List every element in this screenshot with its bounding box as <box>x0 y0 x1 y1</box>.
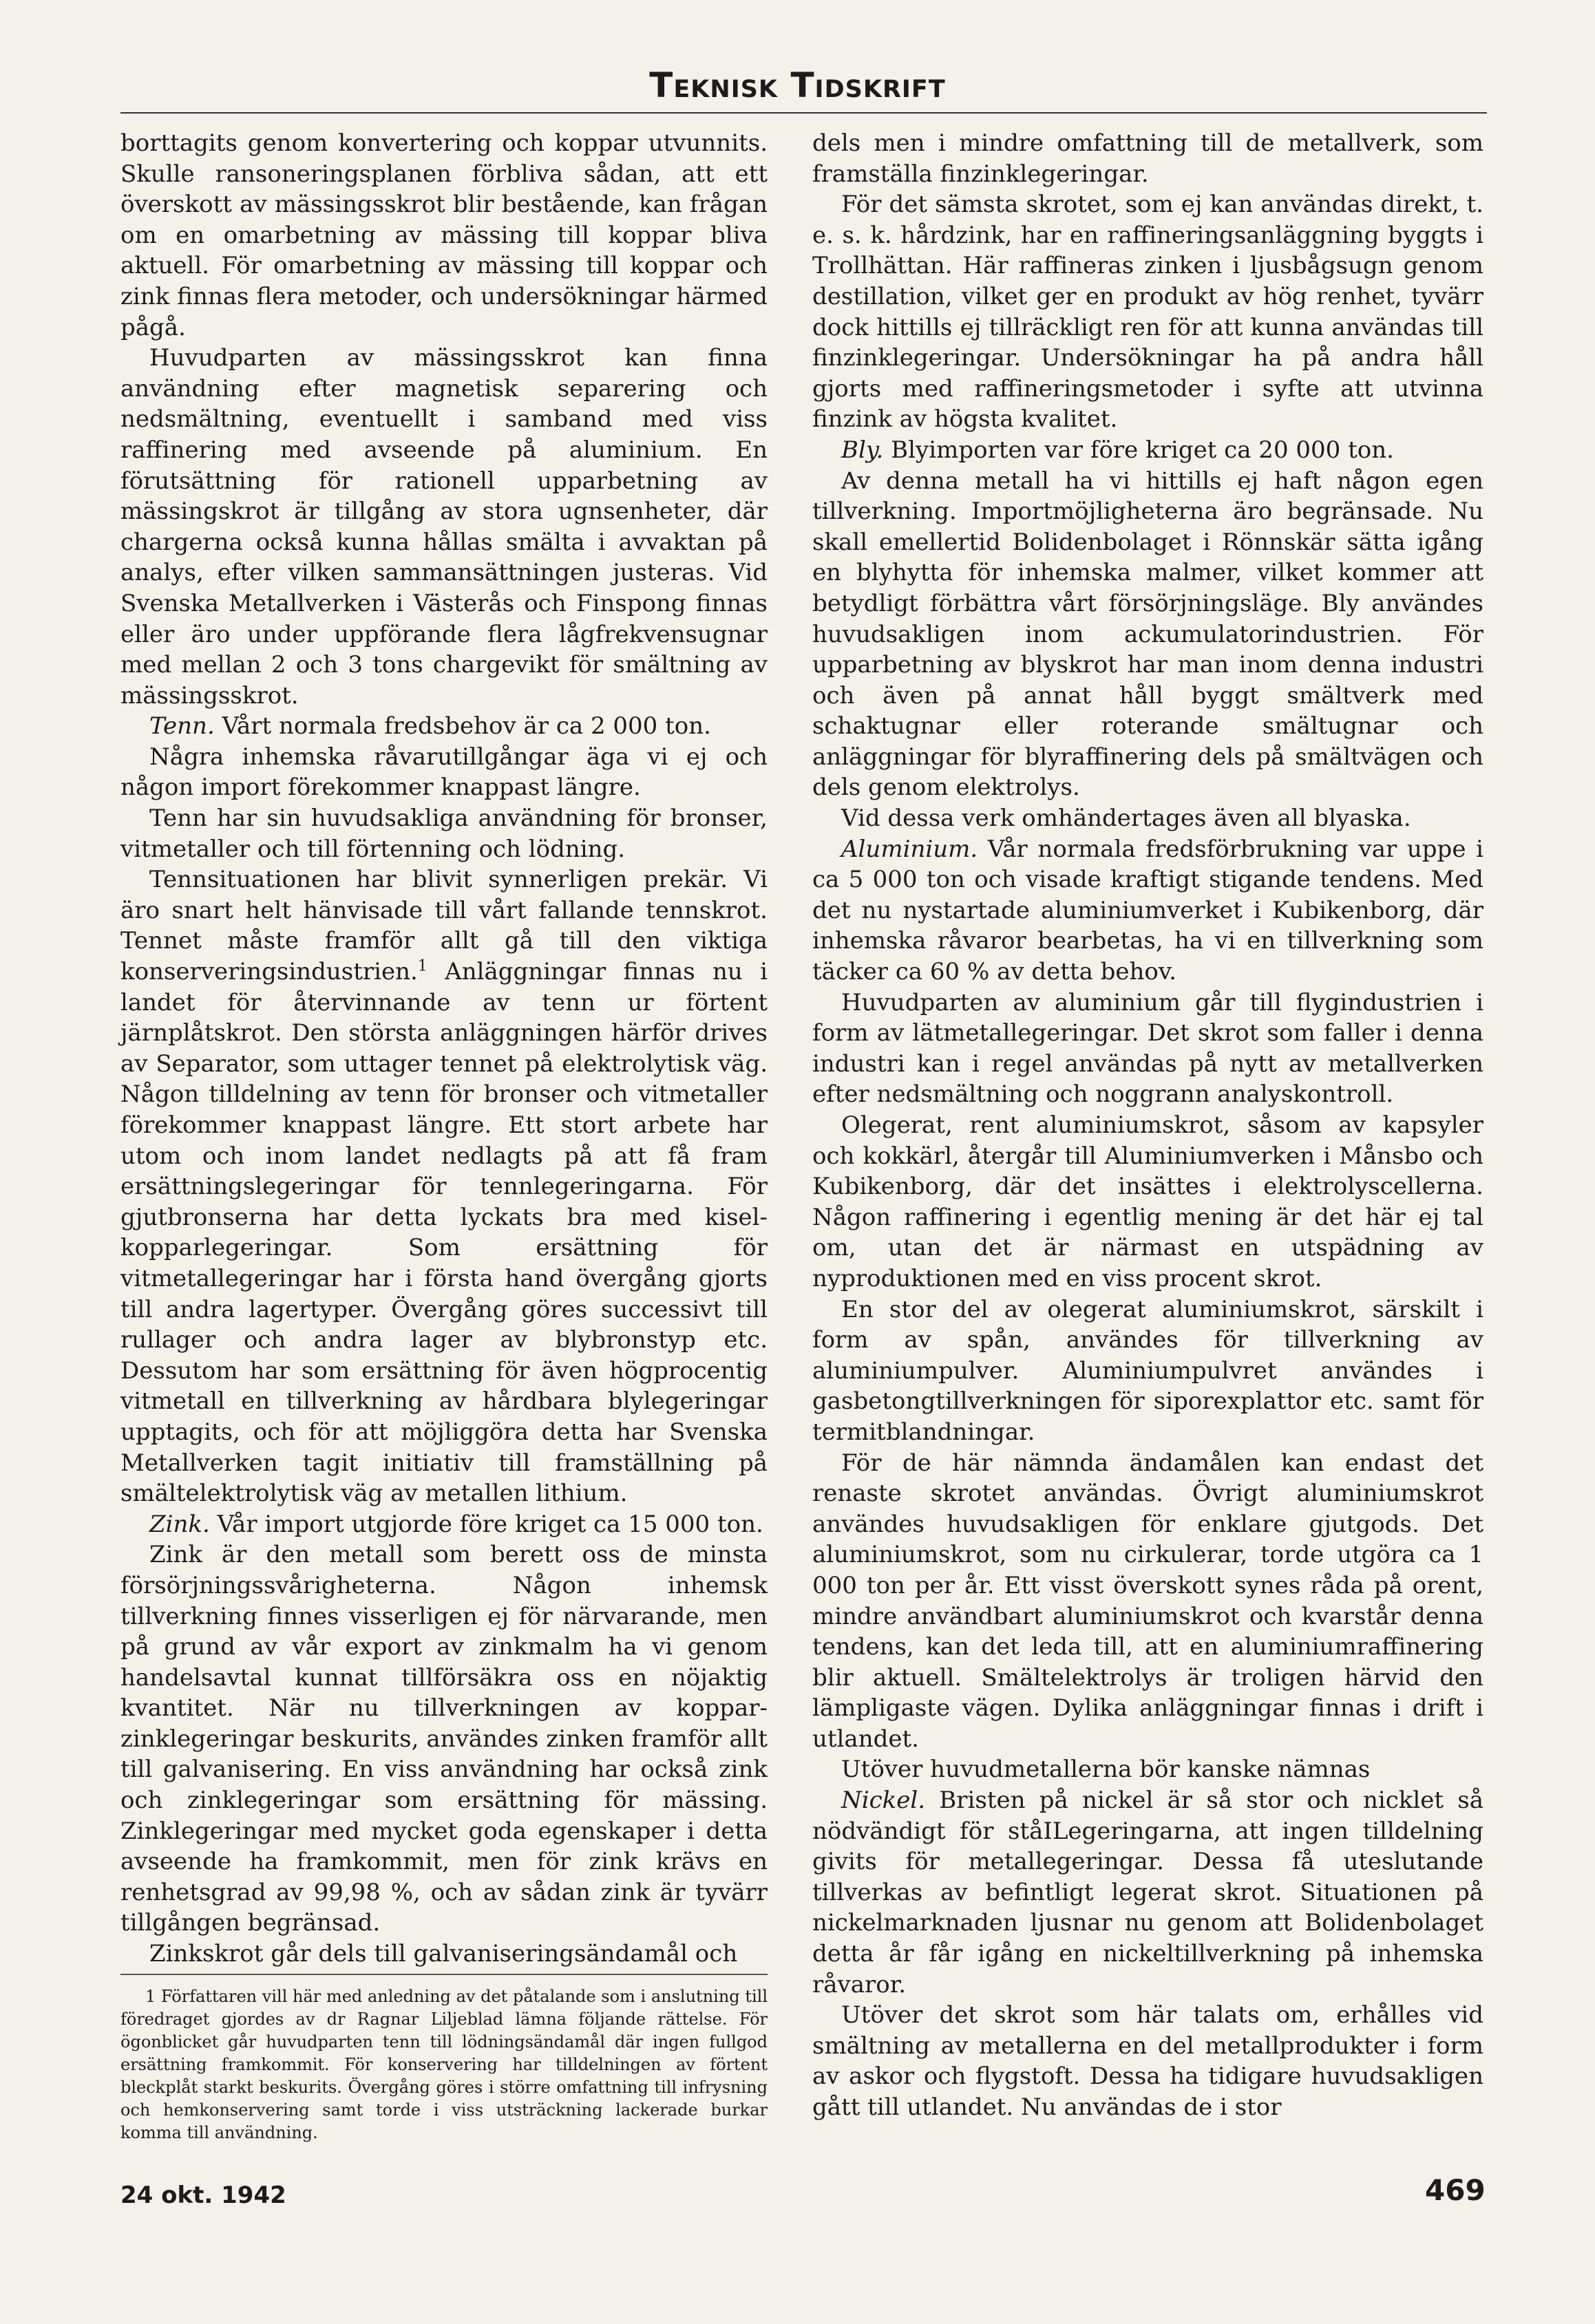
run-in-heading-tenn: Tenn. <box>149 712 215 740</box>
right-paragraph-10: För de här nämnda ändamålen kan endast det renaste skrotet användas. Övrigt aluminiumskrot användes huvudsakligen för enklare gjutgods. Det aluminiumskrot, som nu cirkulerar, torde utgöra ca 1 000 ton per år. Ett visst överskott synes råda på orent, mindre användbart aluminiumskrot och kvarstår denna tendens, kan det leda till, att en aluminiumraffinering blir aktuell. Smältelektrolys är troligen härvid den lämpligaste vägen. Dylika anläggningar finnas i drift i utlandet. <box>812 1449 1483 1753</box>
right-paragraph-9: En stor del av olegerat aluminiumskrot, särskilt i form av spån, användes för tillverkning av aluminiumpulver. Aluminiumpulvret användes i gasbetongtillverkningen för siporexplattor etc. samt för termitblandningar. <box>812 1295 1483 1446</box>
left-paragraph-4: Några inhemska råvarutillgångar äga vi ej och någon import förekommer knappast längre. <box>120 743 768 802</box>
left-paragraph-tenn: Tenn. Vårt normala fredsbehov är ca 2 000 ton. <box>149 712 711 740</box>
right-column <box>812 128 1483 2123</box>
left-paragraph-zink: Zink. Vår import utgjorde före kriget ca 15 000 ton. <box>149 1510 763 1538</box>
left-paragraph-6: Tennsituationen har blivit synnerligen prekär. Vi äro snart helt hänvisade till vårt fallande tennskrot. Tennet måste framför allt gå till den viktiga konserveringsindustrien.$^1$ Anläggningar finnas nu i landet för återvinnande av tenn ur förtent järnplåtskrot. Den största anläggningen härför drives av Separator, som uttager tennet på elektrolytisk väg. Någon tilldelning av tenn för bronser och vitmetaller förekommer knappast längre. Ett stort arbete har utom och inom landet nedlagts på att få fram ersättningslegeringar för tennlegeringarna. För gjutbronserna har detta lyckats bra med kisel-kopparlegeringar. Som ersättning för vitmetallegeringar har i första hand övergång gjorts till andra lagertyper. Övergång göres successivt till rullager och andra lager av blybronstyp etc. Dessutom har som ersättning för även högprocentig vitmetall en tillverkning av hårdbara blylegeringar upptagits, och för att möjliggöra detta har Svenska Metallverken tagit initiativ till framställning på smältelektrolytisk väg av metallen lithium. <box>120 866 768 1508</box>
right-paragraph-5: Vid dessa verk omhändertages även all blyaska. <box>841 804 1411 833</box>
left-column <box>120 128 768 1970</box>
run-in-heading-bly: Bly. <box>841 436 884 464</box>
right-paragraph-7: Huvudparten av aluminium går till flygindustrien i form av lätmetallegeringar. Det skrot som faller i denna industri kan i regel användas på nytt av metallverken efter nedsmältning och noggrann analyskontroll. <box>812 988 1483 1109</box>
left-paragraph-8: Zink är den metall som berett oss de minsta försörjningssvårigheterna. Någon inhemsk tillverkning finnes visserligen ej för närvarande, men på grund av vår export av zinkmalm ha vi genom handelsavtal kunnat tillförsäkra oss en nöjaktig kvantitet. När nu tillverkningen av koppar-zinklegeringar beskurits, användes zinken framför allt till galvanisering. En viss användning har också zink och zinklegeringar som ersättning för mässing. Zinklegeringar med mycket goda egenskaper i detta avseende ha framkommit, men för zink krävs en renhetsgrad av 99,98 %, och av sådan zink är tyvärr tillgången begränsad. <box>120 1541 768 1937</box>
run-in-heading-zink: Zink. <box>149 1510 210 1538</box>
right-paragraph-aluminium: Aluminium. Vår normala fredsförbrukning var uppe i ca 5 000 ton och visade kraftigt stigande tendens. Med det nu nystartade aluminiumverket i Kubikenborg, där inhemska råvaror bearbetas, ha vi en tillverkning som täcker ca 60 % av detta behov. <box>812 835 1483 986</box>
run-in-heading-nickel: Nickel. <box>841 1787 926 1815</box>
issue-date: 24 okt. 1942 <box>120 2182 286 2209</box>
footnote-marker: 1 <box>417 957 427 975</box>
header-rule <box>120 112 1487 114</box>
left-paragraph-1: borttagits genom konvertering och koppar utvunnits. Skulle ransoneringsplanen förbliva sådan, att ett överskott av mässingsskrot blir bestående, kan frågan om en omarbetning av mässing till koppar bliva aktuell. För omarbetning av mässing till koppar och zink finnas flera metoder, och undersökningar härmed pågå. <box>120 129 768 341</box>
right-paragraph-1: dels men i mindre omfattning till de metallverk, som framställa finzinklegeringar. <box>812 129 1483 188</box>
footnote-text: 1 Författaren vill här med anledning av det påtalande som i anslutning till föredraget gjordes av dr Ragnar Liljeblad lämna följande rättelse. För ögonblicket går huvudparten tenn till lödningsändamål där ingen fullgod ersättning framkommit. För konservering har tilldelningen av förtent bleckplåt starkt beskurits. Övergång göres i större omfattning till infrysning och hemkonservering samt torde i viss utsträckning lackerade burkar komma till användning. <box>120 1987 768 2142</box>
footnote <box>120 1985 768 2144</box>
right-paragraph-11: Utöver huvudmetallerna bör kanske nämnas <box>841 1756 1371 1784</box>
right-paragraph-bly: Bly. Blyimporten var före kriget ca 20 000 ton. <box>841 436 1394 464</box>
left-paragraph-2: Huvudparten av mässingsskrot kan finna användning efter magnetisk separering och nedsmältning, eventuellt i samband med viss raffinering med avseende på aluminium. En förutsättning för rationell upparbetning av mässingskrot är tillgång av stora ugnsenheter, där chargerna också kunna hållas smälta i avvaktan på analys, efter vilken sammansättningen justeras. Vid Svenska Metallverken i Västerås och Finspong finnas eller äro under uppförande flera lågfrekvensugnar med mellan 2 och 3 tons chargevikt för smältning av mässingsskrot. <box>120 344 768 710</box>
footnote-rule <box>120 1974 768 1975</box>
journal-header: Teknisk Tidskrift <box>649 65 946 105</box>
right-paragraph-13: Utöver det skrot som här talats om, erhålles vid smältning av metallerna en del metallprodukter i form av askor och flygstoft. Dessa ha tidigare huvudsakligen gått till utlandet. Nu användas de i stor <box>812 2001 1483 2121</box>
page-number: 469 <box>1425 2173 1486 2207</box>
run-in-heading-aluminium: Aluminium. <box>841 835 978 863</box>
left-paragraph-9: Zinkskrot går dels till galvaniseringsändamål och <box>149 1940 738 1968</box>
right-paragraph-8: Olegerat, rent aluminiumskrot, såsom av kapsyler och kokkärl, återgår till Aluminiumverken i Månsbo och Kubikenborg, där det insättes i elektrolyscellerna. Någon raffinering i egentlig mening är det här ej tal om, utan det är närmast en utspädning av nyproduktionen med en viss procent skrot. <box>812 1111 1483 1292</box>
right-paragraph-nickel: Nickel. Bristen på nickel är så stor och nicklet så nödvändigt för ståILegeringarna, att ingen tilldelning givits för metallegeringar. Dessa få uteslutande tillverkas av befintligt legerat skrot. Situationen på nickelmarknaden ljusnar nu genom att Bolidenbolaget detta år får igång en nickeltillverkning på inhemska råvaror. <box>812 1787 1483 1998</box>
right-paragraph-4: Av denna metall ha vi hittills ej haft någon egen tillverkning. Importmöjligheterna äro begränsade. Nu skall emellertid Bolidenbolaget i Rönnskär sätta igång en blyhytta för inhemska malmer, vilket kommer att betydligt förbättra vårt försörjningsläge. Bly användes huvudsakligen inom ackumulatorindustrien. För upparbetning av blyskrot har man inom denna industri och även på annat håll byggt smältverk med schaktugnar eller roterande smältugnar och anläggningar för blyraffinering dels på smältvägen och dels genom elektrolys. <box>812 467 1483 802</box>
right-paragraph-2: För det sämsta skrotet, som ej kan användas direkt, t. e. s. k. hårdzink, har en raffineringsanläggning byggts i Trollhättan. Här raffineras zinken i ljusbågsugn genom destillation, vilket ger en produkt av hög renhet, tyvärr dock hittills ej tillräckligt ren för att kunna användas till finzinklegeringar. Undersökningar ha på andra håll gjorts med raffineringsmetoder i syfte att utvinna finzink av högsta kvalitet. <box>812 191 1483 434</box>
left-paragraph-5: Tenn har sin huvudsakliga användning för bronser, vitmetaller och till förtenning och lödning. <box>120 804 768 863</box>
